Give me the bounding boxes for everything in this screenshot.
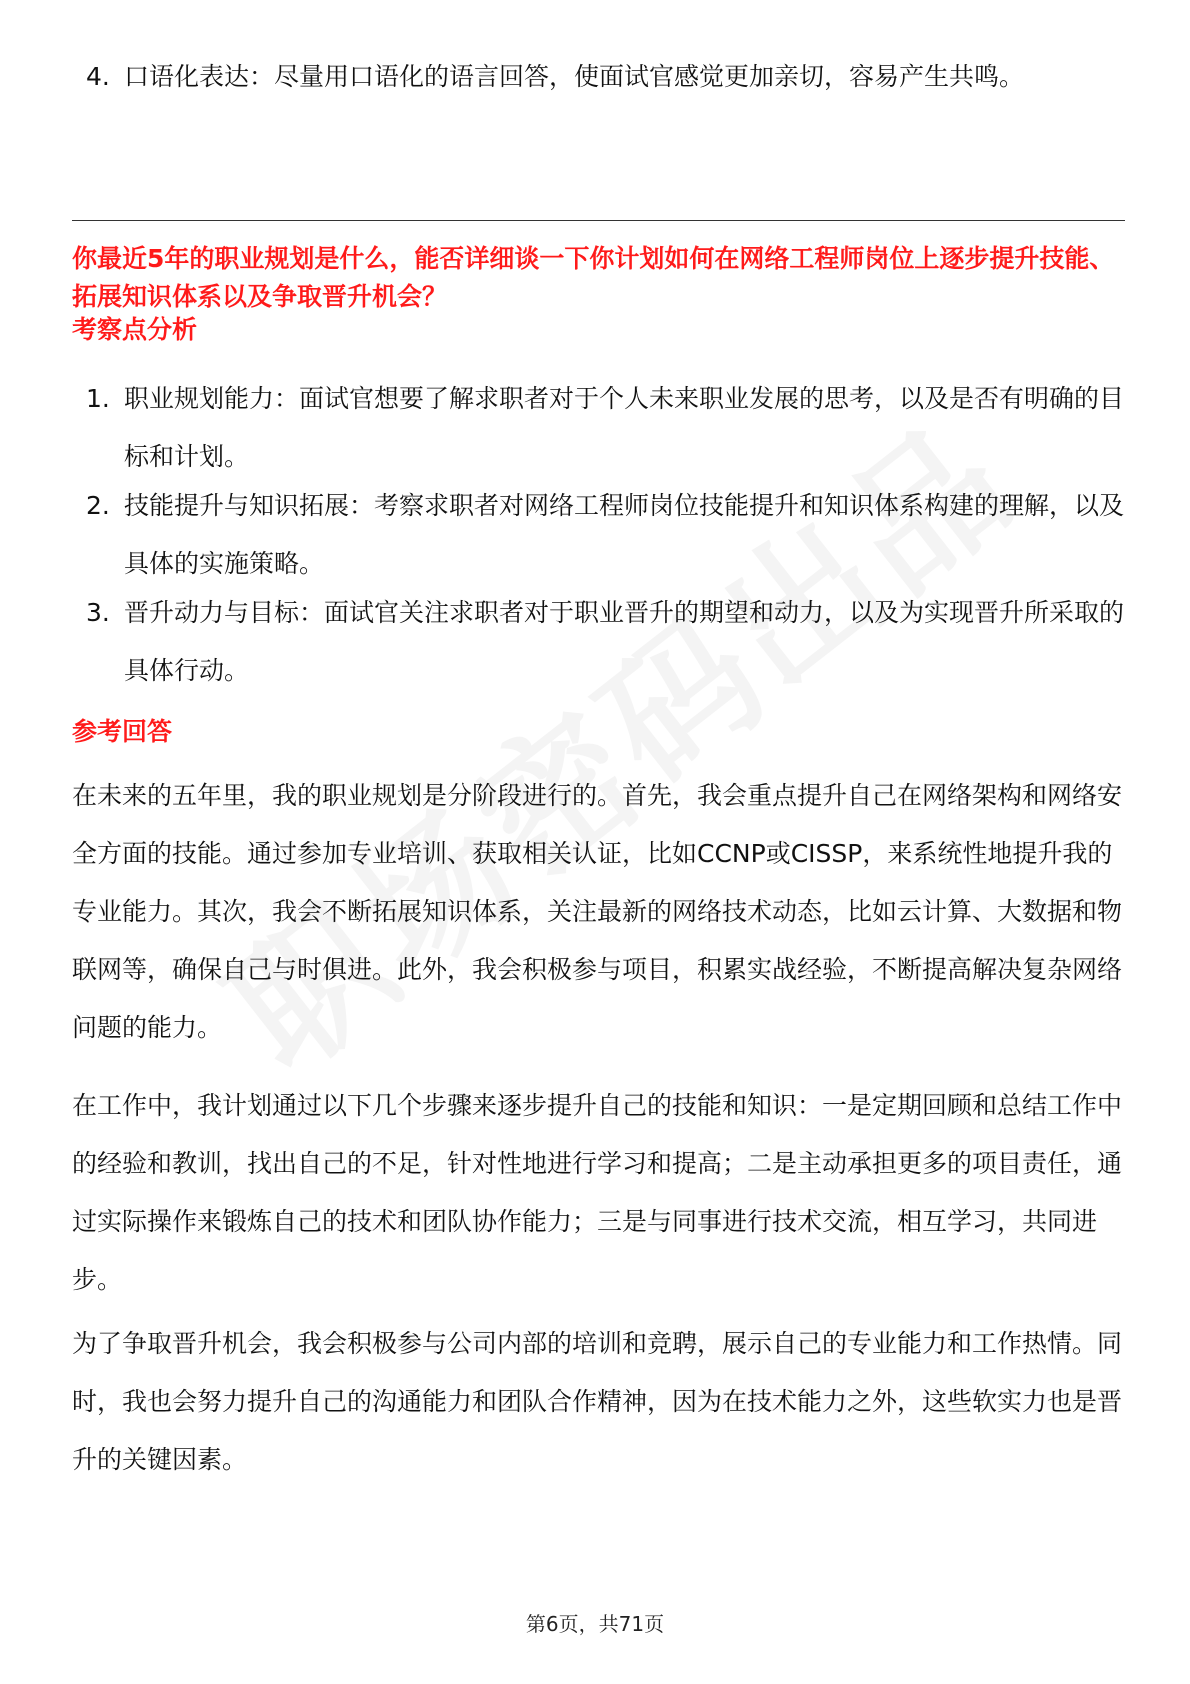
question-heading: 你最近5年的职业规划是什么，能否详细谈一下你计划如何在网络工程师岗位上逐步提升技能、拓展知识体系以及争取晋升机会？ [72,244,1115,311]
list-item-number: 4. [86,62,110,91]
list-item-text: 技能提升与知识拓展：考察求职者对网络工程师岗位技能提升和知识体系构建的理解，以及具体的实施策略。 [124,491,1125,578]
answer-paragraph: 为了争取晋升机会，我会积极参与公司内部的培训和竞聘，展示自己的专业能力和工作热情。同时，我也会努力提升自己的沟通能力和团队合作精神，因为在技术能力之外，这些软实力也是晋升的关键因素。 [72,1329,1123,1474]
answer-paragraph: 在工作中，我计划通过以下几个步骤来逐步提升自己的技能和知识：一是定期回顾和总结工作中的经验和教训，找出自己的不足，针对性地进行学习和提高；二是主动承担更多的项目责任，通过实际操作来锻炼自己的技术和团队协作能力；三是与同事进行技术交流，相互学习，共同进步。 [72,1091,1123,1294]
list-item [86,48,1126,106]
section-divider [72,220,1125,221]
page-number: 第6页，共71页 [525,1612,665,1636]
list-item [86,477,1126,593]
list-item [86,370,1126,486]
analysis-title: 考察点分析 [72,315,198,344]
answer-paragraph: 在未来的五年里，我的职业规划是分阶段进行的。首先，我会重点提升自己在网络架构和网络安全方面的技能。通过参加专业培训、获取相关认证，比如CCNP或CISSP，来系统性地提升我的专业能力。其次，我会不断拓展知识体系，关注最新的网络技术动态，比如云计算、大数据和物联网等，确保自己与时俱进。此外，我会积极参与项目，积累实战经验，不断提高解决复杂网络问题的能力。 [72,781,1123,1042]
list-item-number: 3. [86,598,110,627]
list-item-number: 2. [86,491,110,520]
list-item-text: 晋升动力与目标：面试官关注求职者对于职业晋升的期望和动力，以及为实现晋升所采取的具体行动。 [124,598,1125,685]
list-item-text: 职业规划能力：面试官想要了解求职者对于个人未来职业发展的思考，以及是否有明确的目标和计划。 [124,384,1125,471]
list-item-number: 1. [86,384,110,413]
list-item [86,584,1126,700]
list-item-text: 口语化表达：尽量用口语化的语言回答，使面试官感觉更加亲切，容易产生共鸣。 [124,62,1025,91]
answer-title: 参考回答 [72,717,173,746]
